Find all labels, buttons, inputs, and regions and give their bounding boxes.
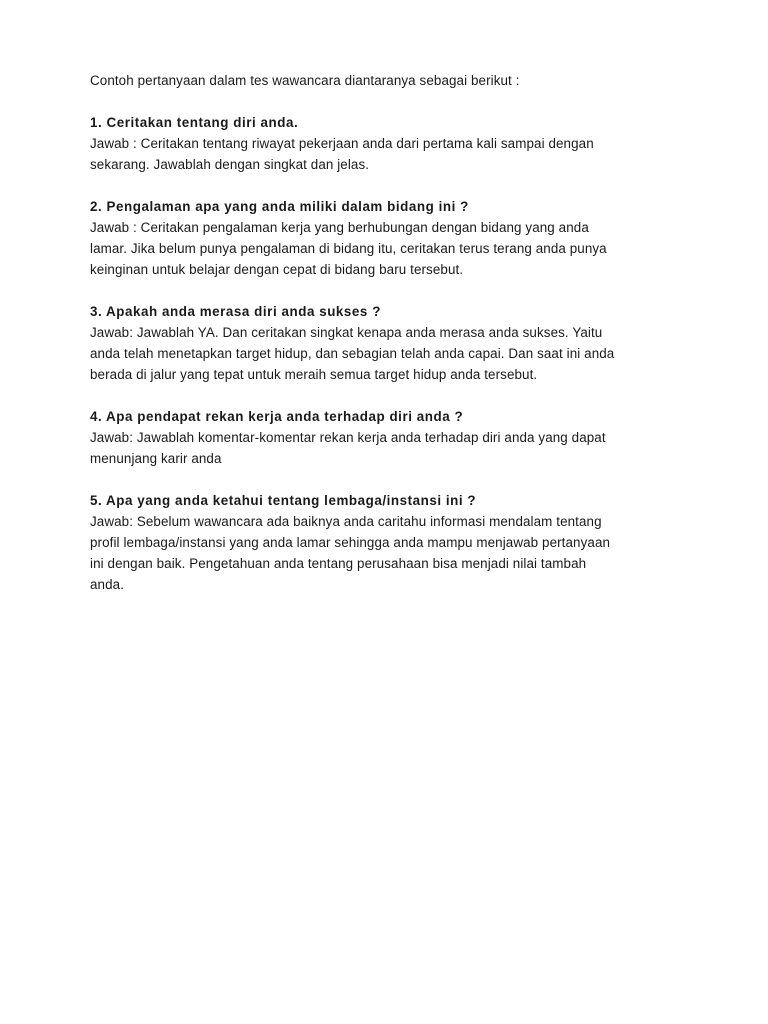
question-1: 1. Ceritakan tentang diri anda. (90, 115, 299, 130)
answer-2-line-3: keinginan untuk belajar dengan cepat di bidang baru tersebut. (90, 262, 464, 277)
answer-4-line-1: Jawab: Jawablah komentar-komentar rekan kerja anda terhadap diri anda yang dapat (90, 430, 606, 445)
answer-5-line-1: Jawab: Sebelum wawancara ada baiknya anda caritahu informasi mendalam tentang (90, 514, 602, 529)
qa-item-5 (90, 490, 690, 595)
question-5: 5. Apa yang anda ketahui tentang lembaga/instansi ini ? (90, 493, 477, 508)
qa-item-2 (90, 196, 690, 280)
answer-5-line-2: profil lembaga/instansi yang anda lamar sehingga anda mampu menjawab pertanyaan (90, 535, 611, 550)
answer-5-line-3: ini dengan baik. Pengetahuan anda tentang perusahaan bisa menjadi nilai tambah (90, 556, 587, 571)
answer-3-line-1: Jawab: Jawablah YA. Dan ceritakan singkat kenapa anda merasa anda sukses. Yaitu (90, 325, 603, 340)
answer-1-line-2: sekarang. Jawablah dengan singkat dan jelas. (90, 157, 370, 172)
answer-1-line-1: Jawab : Ceritakan tentang riwayat pekerjaan anda dari pertama kali sampai dengan (90, 136, 594, 151)
answer-4-line-2: menunjang karir anda (90, 451, 222, 466)
answer-5-line-4: anda. (90, 577, 125, 592)
question-4: 4. Apa pendapat rekan kerja anda terhadap diri anda ? (90, 409, 464, 424)
answer-3-line-2: anda telah menetapkan target hidup, dan sebagian telah anda capai. Dan saat ini anda (90, 346, 615, 361)
document-body (90, 70, 690, 616)
question-3: 3. Apakah anda merasa diri anda sukses ? (90, 304, 381, 319)
answer-2-line-2: lamar. Jika belum punya pengalaman di bidang itu, ceritakan terus terang anda punya (90, 241, 607, 256)
qa-item-1 (90, 112, 690, 175)
answer-3-line-3: berada di jalur yang tepat untuk meraih semua target hidup anda tersebut. (90, 367, 538, 382)
intro-text: Contoh pertanyaan dalam tes wawancara diantaranya sebagai berikut : (90, 73, 520, 88)
qa-item-4 (90, 406, 690, 469)
question-2: 2. Pengalaman apa yang anda miliki dalam bidang ini ? (90, 199, 469, 214)
answer-2-line-1: Jawab : Ceritakan pengalaman kerja yang berhubungan dengan bidang yang anda (90, 220, 589, 235)
qa-item-3 (90, 301, 690, 385)
